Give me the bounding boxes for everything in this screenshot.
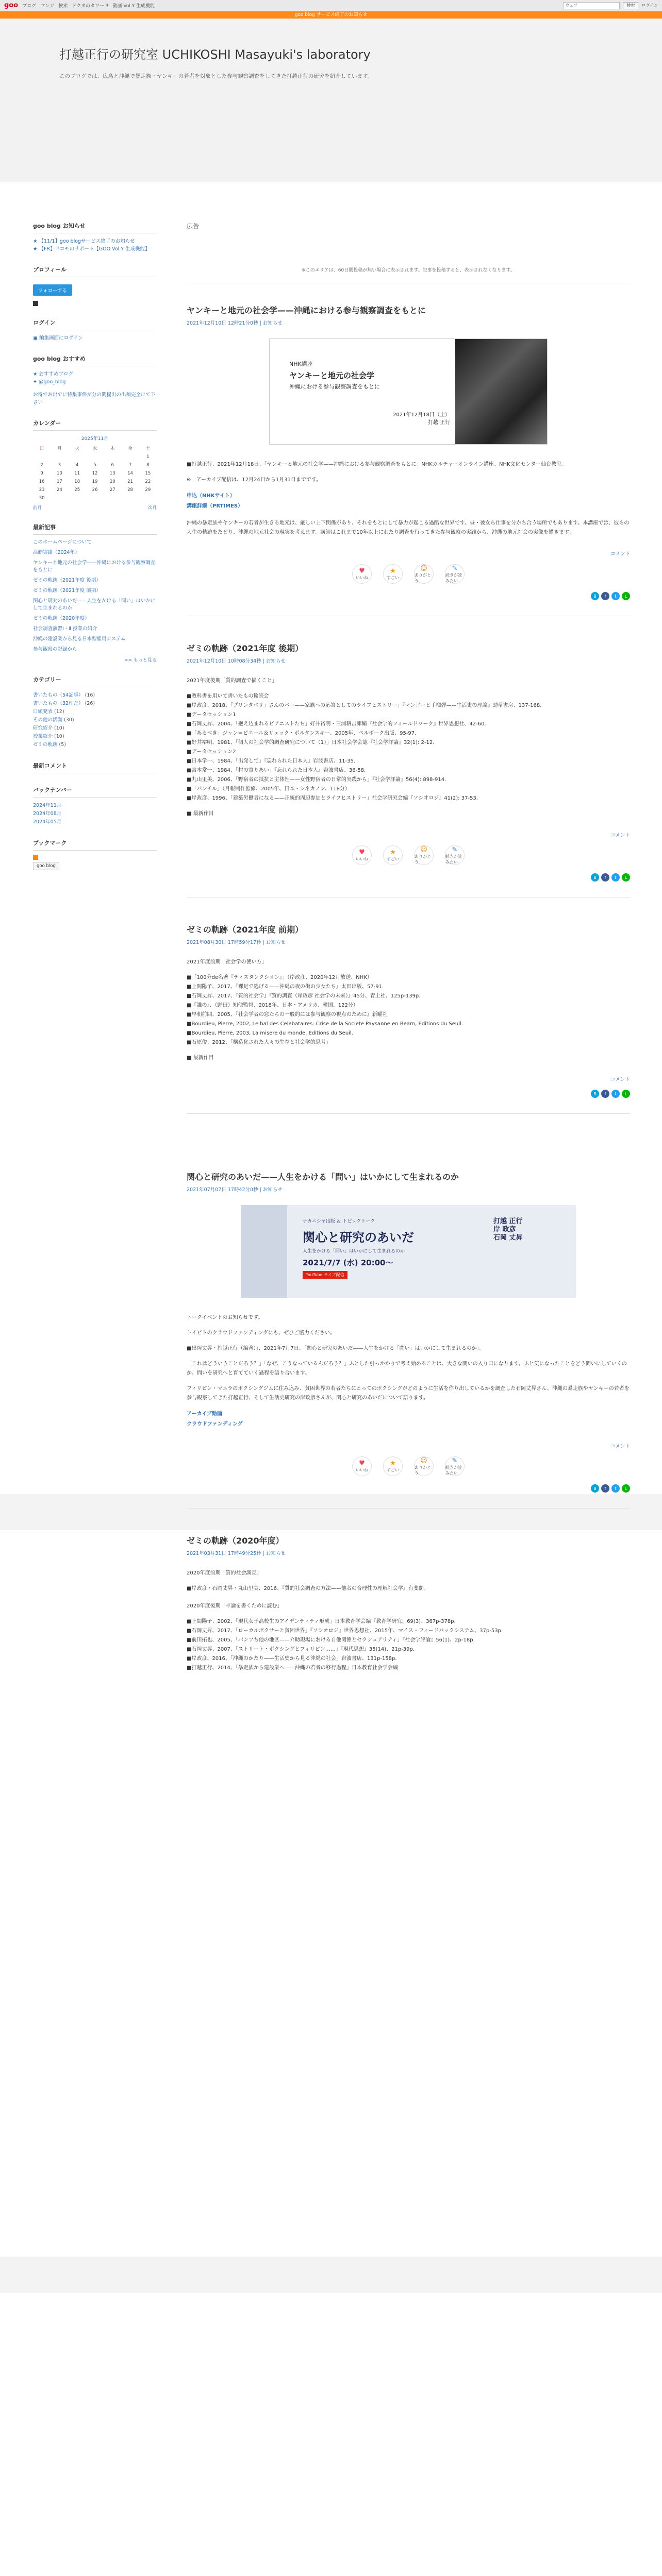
calendar-day: 11: [74, 471, 80, 476]
reaction-like-button[interactable]: ♥ いいね: [352, 845, 372, 865]
reaction-buttons: [187, 564, 630, 584]
blog-title[interactable]: 打越正行の研究室 UCHIKOSHI Masayuki's laboratory: [59, 47, 371, 62]
calendar-day: 22: [145, 479, 151, 484]
top-right-controls: [563, 2, 658, 9]
login-link[interactable]: ▣ 編集画面にログイン: [33, 335, 84, 341]
category-link[interactable]: 書いたもの（54記事） (16): [33, 692, 95, 698]
hatena-share-icon[interactable]: B: [591, 592, 599, 600]
flyer-subtitle: 沖縄における参与観察調査をもとに: [289, 383, 380, 390]
reading-item: ■岸政彦、2016、「沖縄のかたり——生活史から見る沖縄の社会」岩波書店、131p-158p.: [187, 1656, 397, 1662]
smile-icon: ☺: [420, 564, 427, 572]
flyer-label: NHK講座: [289, 361, 313, 367]
calendar-day: [51, 494, 68, 502]
reading-item: ■上間陽子、2017、『裸足で逃げる——沖縄の夜の街の少女たち』太田出版、57-91.: [187, 984, 384, 990]
hatena-share-icon[interactable]: B: [591, 1090, 599, 1098]
calendar-day: 7: [128, 463, 132, 468]
speaker-name: 岸 政彦: [493, 1226, 516, 1233]
reading-item: ■石岡丈昇、2004、「抱え込まれるピアニストたち」好井裕明・三浦耕吉郎編『社会学的フィールドワーク』世界思想社、42-60.: [187, 721, 486, 727]
entry-intro: 2020年度後期「卒論を書くために読む」: [187, 1603, 283, 1609]
twitter-share-icon[interactable]: t: [611, 873, 620, 882]
reading-item: ■日本学一、1984、「出発して」『忘れられた日本人』岩波書店、11-35.: [187, 758, 356, 764]
section-gap: [0, 2257, 662, 2293]
calendar-next-link[interactable]: 次月: [147, 505, 157, 511]
star-icon: ★: [390, 849, 396, 856]
archive-video-link[interactable]: アーカイブ動画: [187, 1411, 222, 1417]
calendar-day: 4: [75, 463, 79, 468]
reading-item: ■Bourdieu, Pierre, 2002, Le bal des Celebataires: Crise de la Societe Paysanne en Bearn, Editions du Seuil.: [187, 1021, 463, 1027]
share-buttons: [187, 1090, 630, 1098]
blog-header: [0, 19, 662, 182]
entry-title[interactable]: ゼミの軌跡（2020年度）: [187, 1536, 284, 1546]
reading-item: ■宮本常一、1984、「村の寄りあい」『忘れられた日本人』岩波書店、36-58.: [187, 768, 366, 773]
calendar-day: 3: [58, 463, 61, 468]
top-navigation-bar: [0, 0, 662, 11]
calendar-day: 14: [127, 471, 133, 476]
detail-link[interactable]: 講座詳細（PRTIMES）: [187, 503, 243, 509]
comment-link[interactable]: コメント: [610, 551, 630, 557]
category-widget: [33, 675, 157, 749]
reaction-like-button[interactable]: ♥ いいね: [352, 564, 372, 584]
category-link[interactable]: 口頭発表 (12): [33, 709, 64, 715]
calendar-day: [33, 453, 51, 461]
reaction-more-button[interactable]: ✎ 続きが読みたい: [445, 564, 465, 584]
calendar-day: 1: [146, 454, 150, 460]
calendar-day: [51, 453, 68, 461]
calendar-day: 12: [92, 471, 98, 476]
calendar-day: 10: [57, 471, 62, 476]
blog-entry: [187, 1534, 630, 1688]
calendar-day: 27: [109, 487, 115, 493]
entry-date[interactable]: 2021年07月07日 17時42分0秒 | お知らせ: [187, 1187, 283, 1193]
edit-icon: ▣: [33, 335, 39, 341]
comment-link[interactable]: コメント: [610, 1077, 630, 1082]
pen-icon: ✎: [452, 1456, 458, 1465]
entry-body: 沖縄の暴走族やヤンキーの若者が生きる地元は、厳しい上下関係があり、それをもとにして暴力が起こる過酷な世界です。昼・彼女ら仕事を分かち合う場所でもあります。本講座では、彼らの人生の軌跡をたどり、沖縄の地元社会の現実を考えます。講師はこれまで10年以上にわたり調査を行ってきた参与観察の実践から、沖縄の地元社会の実像を描きます。: [187, 520, 630, 535]
recommend-item[interactable]: ✦ @goo_blog: [33, 379, 66, 385]
event-banner-image[interactable]: [241, 1205, 576, 1298]
entry-title[interactable]: 関心と研究のあいだ——人生をかける「問い」はいかにして生まれるのか: [187, 1172, 459, 1182]
calendar-day: 30: [39, 496, 45, 501]
reading-item: ■岸政彦、1996、「建築労働者になる——正統的周辺参加とライフヒストリー」社会学研究会編『ソシオロジ』41(2): 37-53.: [187, 795, 478, 801]
recent-entry-link[interactable]: 関心と研究のあいだ——人生をかける「問い」はいかにして生まれるのか: [33, 598, 156, 611]
recommend-widget: [33, 354, 157, 406]
reaction-thanks-button[interactable]: ☺ ありがとう: [414, 1456, 434, 1476]
notice-item[interactable]: ★ 【11/1】goo blogサービス終了のお知らせ: [33, 239, 135, 244]
archive-link[interactable]: 2024年11月: [33, 803, 62, 808]
weekday: 月: [57, 446, 62, 451]
notice-item[interactable]: ★ 【FR】ドコモのサポート【GOO Vol.Y 生成機能】: [33, 246, 150, 252]
calendar-table: [33, 444, 157, 502]
blog-entry: [187, 923, 630, 1114]
lecture-flyer-image[interactable]: [269, 338, 548, 445]
calendar-day: [69, 453, 86, 461]
facebook-share-icon[interactable]: f: [601, 592, 609, 600]
recent-more-link[interactable]: >> もっと見る: [124, 658, 157, 663]
weekday: 木: [110, 446, 115, 451]
hatena-share-icon[interactable]: B: [591, 873, 599, 882]
weekday: 日: [39, 446, 44, 451]
calendar-day: 8: [146, 463, 150, 468]
banner-subtitle: 人生をかける「問い」はいかにして生まれるのか: [303, 1249, 405, 1254]
recent-entry-link[interactable]: 活動実績（2024年）: [33, 550, 80, 555]
banner-speakers: [488, 1205, 576, 1298]
reading-item: ■石原俊、2012、「構造化された人々の生存と社会学的思考」: [187, 1040, 331, 1045]
line-share-icon[interactable]: L: [622, 592, 630, 600]
twitter-share-icon[interactable]: t: [611, 592, 620, 600]
widget-title: goo blog お知らせ: [33, 222, 157, 233]
calendar-day: [69, 494, 86, 502]
reaction-buttons: [187, 845, 630, 865]
star-icon: ★: [390, 567, 396, 575]
youtube-live-badge: YouTube ライブ配信: [303, 1271, 347, 1279]
entry-paragraph: トークイベントのお知らせです。: [187, 1315, 263, 1320]
banner-title: 関心と研究のあいだ: [303, 1230, 414, 1245]
calendar-day: 18: [74, 479, 80, 484]
notice-widget: [33, 222, 157, 253]
calendar-prev-link[interactable]: 前月: [33, 505, 42, 511]
spacer: [187, 1140, 630, 1171]
archive-link[interactable]: 2024年05月: [33, 819, 62, 825]
flyer-text: [270, 339, 455, 444]
flyer-title: ヤンキーと地元の社会学: [289, 371, 374, 380]
calendar-day: 17: [57, 479, 62, 484]
main-column: [187, 222, 630, 1714]
calendar-day: 28: [127, 487, 133, 493]
more-toggle[interactable]: ■ 最新作目: [187, 1055, 214, 1061]
recent-entry-link[interactable]: ゼミの軌跡（2020年度）: [33, 616, 90, 621]
search-input[interactable]: [563, 2, 620, 9]
reaction-thanks-button[interactable]: ☺ ありがとう: [414, 564, 434, 584]
entry-title[interactable]: ゼミの軌跡（2021年度 後期）: [187, 643, 304, 653]
heart-icon: ♥: [359, 567, 365, 575]
nav-item[interactable]: ブログ: [22, 4, 37, 9]
entry-date[interactable]: 2021年03月31日 17時49分25秒 | お知らせ: [187, 1551, 286, 1556]
calendar-day: 21: [127, 479, 133, 484]
category-link[interactable]: ゼミの軌跡 (5): [33, 742, 67, 748]
banner-datetime: 2021/7/7 (水) 20:00〜: [303, 1258, 393, 1267]
banner-text: [287, 1205, 488, 1298]
widget-title: プロフィール: [33, 265, 157, 277]
blog-entry: [187, 1171, 630, 1509]
crowdfunding-link[interactable]: クラウドファンディング: [187, 1421, 243, 1427]
bookmark-widget: [33, 839, 157, 870]
calendar-day: [121, 453, 139, 461]
calendar-day: 13: [109, 471, 115, 476]
calendar-day: 23: [39, 487, 45, 493]
search-button[interactable]: 検索: [623, 2, 638, 9]
reaction-buttons: [187, 1456, 630, 1476]
smile-icon: ☺: [420, 1456, 427, 1465]
entry-intro: 2020年度前期「質的社会調査」: [187, 1570, 262, 1576]
speaker-name: 石岡 丈昇: [493, 1234, 523, 1242]
goo-logo[interactable]: goo: [4, 2, 19, 9]
recommend-text[interactable]: お得でお出でに特集事件が分の間提出の出稿完全にて下さい: [33, 392, 156, 405]
category-link[interactable]: 研究紹介 (10): [33, 725, 64, 731]
facebook-share-icon[interactable]: f: [601, 1090, 609, 1098]
blog-entry: [187, 642, 630, 897]
reaction-great-button[interactable]: ★ すごい: [383, 1456, 403, 1476]
weekday: 金: [128, 446, 133, 451]
facebook-share-icon[interactable]: f: [601, 873, 609, 882]
calendar-day: [86, 494, 104, 502]
banner-organizer: ナカニシヤ出版 ＆ トピックトーク: [303, 1219, 375, 1224]
comments-widget: [33, 761, 157, 773]
calendar-day: 6: [111, 463, 114, 468]
calendar-day: 19: [92, 479, 98, 484]
reaction-more-button[interactable]: ✎ 続きが読みたい: [445, 1456, 465, 1476]
goo-blog-badge[interactable]: goo blog: [33, 862, 59, 870]
entry-date[interactable]: 2021年12月10日 10時08分34秒 | お知らせ: [187, 658, 286, 664]
top-nav: [22, 2, 155, 9]
weekday: 火: [75, 446, 79, 451]
calendar-day: 15: [145, 471, 151, 476]
twitter-share-icon[interactable]: t: [611, 1090, 620, 1098]
entry-date[interactable]: 2021年08月30日 17時59分17秒 | お知らせ: [187, 940, 286, 945]
recent-entry-link[interactable]: 参与観察の記録から: [33, 647, 77, 652]
star-icon: ★: [33, 239, 39, 244]
reading-item: ■石岡丈昇、2007、「ストリート・ボクシングとフィリピン……」『現代思想』35(14)、21p-39p.: [187, 1647, 415, 1652]
calendar-day: [104, 494, 121, 502]
reading-item: ■「100分de名著『ディスタンクシオン』」（岸政彦、2020年12月放送、NHK）: [187, 975, 372, 980]
reading-item: ■丸山里美、2006、「野宿者の抵抗と主体性——女性野宿者の日常的実践から」『社会学評論』56(4): 898-914.: [187, 777, 446, 783]
reading-item: ■石岡丈昇、2017、『質的社会学』『質的調査（岸政彦 社会学の未来）』45分、青土社、125p-139p.: [187, 993, 421, 999]
reading-item: ■岸政彦・石岡丈昇・丸山里美、2016、『質的社会調査の方法——他者の合理性の理解社会学』有斐閣。: [187, 1586, 429, 1591]
reaction-great-button[interactable]: ★ すごい: [383, 564, 403, 584]
calendar-day: 26: [92, 487, 98, 493]
calendar-month: 2025年11月: [81, 436, 109, 442]
twitter-icon: ✦: [33, 379, 39, 385]
calendar-day: [139, 494, 157, 502]
flyer-meta: 2021年12月18日（土） 打越 正行: [393, 412, 450, 426]
reading-item: ■岸政彦、2018、「プリンタベリ」さんのバー——家族への応答としてのライフヒストリー」『マンゴーと手榴弾——生活史の理論』勁草書房、137-168.: [187, 703, 542, 708]
widget-title: ログイン: [33, 318, 157, 330]
recent-entry-link[interactable]: ゼミの軌跡（2021年度 後期）: [33, 578, 101, 583]
entry-paragraph: 「これはどういうことだろう？」「なぜ、こうなっているんだろう？」ふとした引っかかりで考え始めることは、大きな問いの入り口になります。ふと気になったことをどう問いにしていくのか、問いを研究へと育てていく過程を語り合います。: [187, 1361, 627, 1376]
entry-intro: 2021年度前期「社会学の使い方」: [187, 959, 267, 965]
reading-item: ■データセッション1: [187, 712, 236, 718]
calendar-day: 2: [40, 463, 43, 468]
heart-icon: ♥: [359, 1460, 365, 1467]
login-widget: [33, 318, 157, 342]
reading-item: ■上間陽子、2002、「現代女子高校生のアイデンティティ形成」日本教育学会編『教育学研究』69(3)、367p-378p.: [187, 1619, 456, 1624]
hatena-share-icon[interactable]: B: [591, 1484, 599, 1493]
recent-entry-link[interactable]: ヤンキーと地元の社会学——沖縄における参与観察調査をもとに: [33, 560, 156, 573]
comment-link[interactable]: コメント: [610, 1444, 630, 1449]
nav-item[interactable]: ドクタのタワー 3: [72, 4, 109, 9]
profile-widget: [33, 265, 157, 306]
more-toggle[interactable]: ■ 最新作目: [187, 811, 214, 817]
rss-icon[interactable]: [33, 301, 38, 306]
reading-item: ■好井裕明、1981、「個人の社会学的調査研究について（1）」日本社会学会誌『社会学評論』32(1): 2-12.: [187, 740, 435, 745]
widget-title: カレンダー: [33, 419, 157, 431]
entry-title[interactable]: ヤンキーと地元の社会学——沖縄における参与観察調査をもとに: [187, 306, 426, 315]
speaker-photo: [455, 339, 547, 444]
calendar-day: 16: [39, 479, 45, 484]
weekday: 土: [145, 446, 151, 451]
reading-item: ■「パンチル」（月報制作監修、2005年、日本・シネカノン、118分）: [187, 786, 350, 792]
reaction-great-button[interactable]: ★ すごい: [383, 845, 403, 865]
facebook-share-icon[interactable]: f: [601, 1484, 609, 1493]
widget-title: 最新記事: [33, 523, 157, 535]
apply-link[interactable]: 申込（NHKサイト）: [187, 493, 235, 499]
calendar-day: [86, 453, 104, 461]
calendar-day: 5: [93, 463, 96, 468]
calendar-day: 20: [109, 479, 115, 484]
ad-label: 広告: [187, 223, 200, 230]
banner-left-photo: [241, 1205, 287, 1298]
calendar-nav: [33, 504, 157, 511]
calendar-widget: [33, 419, 157, 511]
speaker-name: 打越 正行: [493, 1217, 523, 1225]
line-share-icon[interactable]: L: [622, 1484, 630, 1493]
reading-item: ■教科書を用いて書いたもの輪読会: [187, 693, 269, 699]
reading-item: ■前田拓也、2005、「パンツち他の地区——介助現場における自他関係とセクシュアリティ」『社会学評論』56(1)、2p-18p.: [187, 1637, 475, 1643]
reading-item: ■「あるべき」ジャン＝ピエール＆リュック・ボルタンスキー、2005年、ペルボーク出版、95-97.: [187, 731, 417, 736]
entry-paragraph: トイピトのクラウドファンディングにも、ぜひご協力ください。: [187, 1330, 335, 1336]
category-link[interactable]: その他の活動 (30): [33, 717, 74, 723]
reading-item: ■打越正行、2014、「暴走族から建設業へ——沖縄の若者の移行過程」日本教育社会学会編: [187, 1665, 398, 1671]
ad-notice: ※このエリアは、60日間投稿が無い場合に表示されます。記事を投稿すると、表示されなくなります。: [302, 268, 515, 273]
reaction-more-button[interactable]: ✎ 続きが読みたい: [445, 845, 465, 865]
calendar-day: 9: [40, 471, 43, 476]
reaction-thanks-button[interactable]: ☺ ありがとう: [414, 845, 434, 865]
nav-item[interactable]: マンガ: [40, 4, 55, 9]
category-link[interactable]: 授業紹介 (10): [33, 734, 64, 739]
line-share-icon[interactable]: L: [622, 873, 630, 882]
recent-entry-link[interactable]: 沖縄の建設業から見る日本型雇用システム: [33, 636, 126, 642]
entry-paragraph: ■出岡丈昇・打越正行（編著）」、2021年7月7日、「関心と研究のあいだ——人生をかける「問い」はいかにして生まれるのか」。: [187, 1346, 485, 1351]
entry-paragraph: ※ アーカイブ配信は、12月24日から1月31日までです。: [187, 477, 322, 483]
reading-item: ■Bourdieu, Pierre, 2003, La misere du monde, Editions du Seuil.: [187, 1030, 353, 1036]
weekday: 水: [92, 446, 97, 451]
star-icon: ★: [390, 1460, 396, 1467]
recent-entry-link[interactable]: 社会調査演習Ⅰ・Ⅱ 授業の紹介: [33, 626, 97, 632]
star-icon: ★: [33, 371, 39, 377]
reading-item: ■『誰の』、（野田）知他監督、2018年、日本・アメリカ、韓国、122分）: [187, 1003, 358, 1008]
calendar-day: 24: [57, 487, 62, 493]
calendar-day: [104, 453, 121, 461]
login-link[interactable]: ログイン: [641, 3, 658, 8]
reading-item: ■データセッション2: [187, 749, 236, 755]
heart-icon: ♥: [359, 849, 365, 856]
entry-paragraph: フィリピン・マニラのボクシングジムに住み込み、貧困世界の若者たちにとってのボクシングがどのように生活を作り出しているかを調査した石岡丈昇さん、沖縄の暴走族やヤンキーの若者を参与観察してきた打越正行、そして生活史研究の岸政彦さんが、関心と研究のあいだについて語ります。: [187, 1386, 630, 1401]
entry-intro: 2021年度後期「質的調査で描くこと」: [187, 678, 277, 684]
calendar-day: 25: [74, 487, 80, 493]
share-buttons: [187, 873, 630, 882]
widget-title: 最新コメント: [33, 761, 157, 773]
widget-title: goo blog おすすめ: [33, 354, 157, 366]
share-buttons: [187, 1484, 630, 1493]
star-icon: ★: [33, 246, 39, 252]
calendar-day: 29: [145, 487, 151, 493]
sidebar: [33, 222, 157, 883]
widget-title: ブックマーク: [33, 839, 157, 851]
service-end-notice[interactable]: goo blog サービス終了のお知らせ: [0, 11, 662, 19]
comment-link[interactable]: コメント: [610, 833, 630, 838]
recent-entries-widget: [33, 523, 157, 663]
reading-item: ■石岡丈昇、2017、「ローカルボクサーと貧困世界」『ソシオロジ』世界思想社、2015年、マイス・フィードバックシステム、37p-53p.: [187, 1628, 503, 1634]
widget-title: バックナンバー: [33, 786, 157, 798]
entry-title[interactable]: ゼミの軌跡（2021年度 前期）: [187, 925, 304, 935]
blog-entry: [187, 304, 630, 616]
smile-icon: ☺: [420, 845, 427, 854]
line-share-icon[interactable]: L: [622, 1090, 630, 1098]
ad-block: [187, 222, 630, 283]
share-buttons: [187, 592, 630, 600]
reading-item: ■早朝前問、2005、『社会学者の窓たちの一般的には参与観察の視点のために』新曜社: [187, 1012, 388, 1018]
category-link[interactable]: 書いたもの（32件だ） (26): [33, 701, 95, 706]
widget-title: カテゴリー: [33, 675, 157, 687]
twitter-share-icon[interactable]: t: [611, 1484, 620, 1493]
entry-date[interactable]: 2021年12月10日 12時21分0秒 | お知らせ: [187, 320, 283, 326]
blog-description: このブログでは、広島と沖縄で暴走族・ヤンキーの若者を対象とした参与観察調査をしてきた打越正行の研究を紹介しています。: [59, 73, 373, 79]
pen-icon: ✎: [452, 564, 458, 572]
nav-item[interactable]: 検索: [58, 4, 68, 9]
pen-icon: ✎: [452, 845, 458, 854]
recent-entry-link[interactable]: このホームページについて: [33, 539, 92, 545]
recommend-item[interactable]: ★ おすすめブログ: [33, 371, 74, 377]
archive-widget: [33, 786, 157, 826]
calendar-day: [121, 494, 139, 502]
recent-entry-link[interactable]: ゼミの軌跡（2021年度 前期）: [33, 588, 101, 594]
nav-item[interactable]: 動画 Vol.Y 生成機能: [112, 4, 155, 9]
entry-paragraph: ■打越正行、2021年12月18日、「ヤンキーと地元の社会学——沖縄における参与観察調査をもとに」NHKカルチャーオンライン講座、NHK文化センター仙台教室。: [187, 462, 567, 467]
reaction-like-button[interactable]: ♥ いいね: [352, 1456, 372, 1476]
archive-link[interactable]: 2024年08月: [33, 811, 62, 817]
follow-button[interactable]: フォローする: [33, 284, 72, 296]
rss-icon[interactable]: [33, 855, 38, 860]
